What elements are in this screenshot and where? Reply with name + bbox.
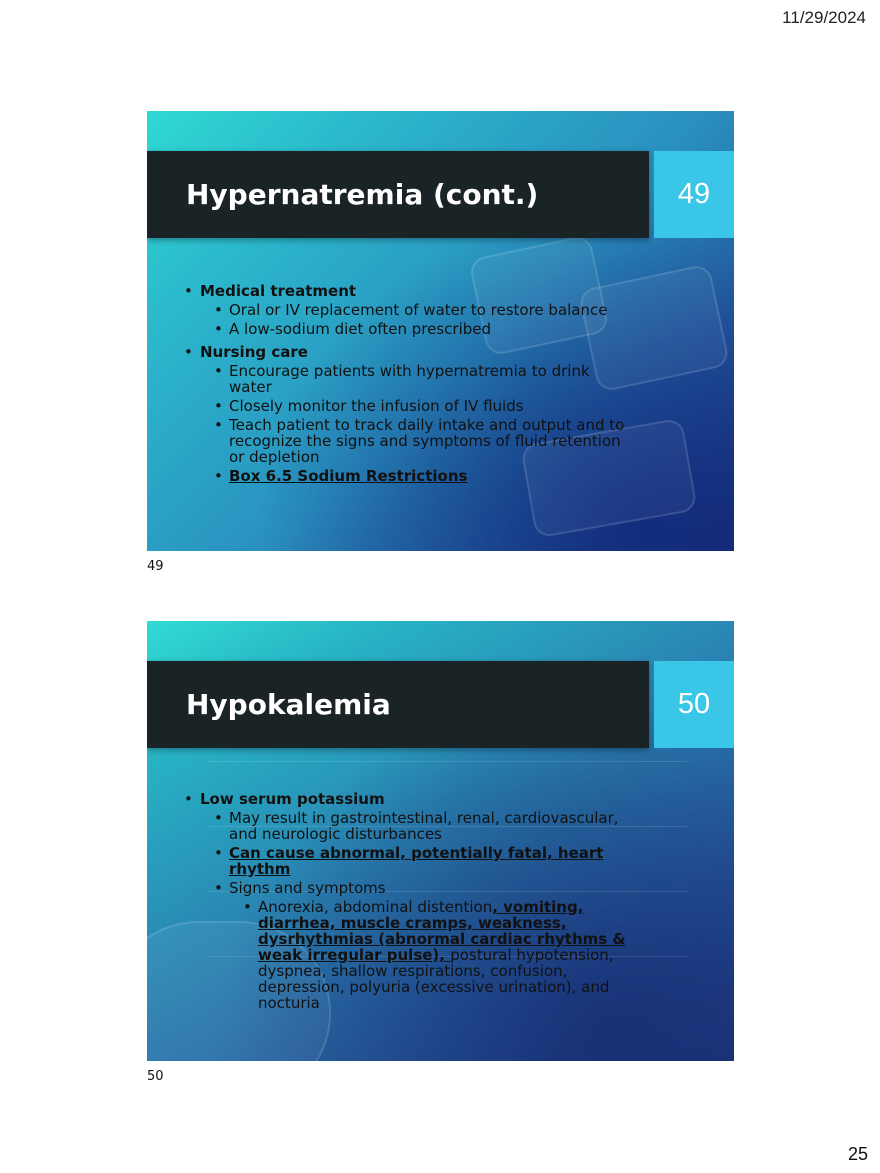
- slide-number-box: 50: [654, 661, 734, 748]
- bullet-text: Teach patient to track daily intake and output and to recognize the signs and symptoms of fluid retention or depletion: [229, 416, 625, 466]
- bullet-text-emphasis: Can cause abnormal, potentially fatal, heart rhythm: [229, 844, 604, 878]
- slide-caption: 50: [147, 1069, 164, 1084]
- slide-49: [147, 111, 734, 551]
- bullet-level-3: • Anorexia, abdominal distention, vomiting, diarrhea, muscle cramps, weakness, dysrhythmias (abnormal cardiac rhythms & weak irregular pulse), postural hypotension, dyspnea, shallow respirations, confusion, depression, polyuria (excessive urination), and nocturia: [243, 898, 626, 1012]
- bullet-level-2: • Teach patient to track daily intake and output and to recognize the signs and symptoms of fluid retention or depletion: [214, 416, 625, 466]
- slide-caption: 49: [147, 559, 164, 574]
- bullet-text: May result in gastrointestinal, renal, cardiovascular, and neurologic disturbances: [229, 809, 619, 843]
- bullet-level-1: • Medical treatment: [184, 282, 357, 300]
- bullet-level-2: • Can cause abnormal, potentially fatal, heart rhythm: [214, 844, 604, 878]
- slide-number-box: 49: [654, 151, 734, 238]
- bullet-text: Signs and symptoms: [229, 879, 386, 897]
- bullet-text: Encourage patients with hypernatremia to drink water: [229, 362, 590, 396]
- slide-title: Hypernatremia (cont.): [186, 178, 539, 211]
- slide-body: [147, 787, 734, 1011]
- bullet-text: A low-sodium diet often prescribed: [229, 320, 492, 338]
- symptoms-text: postural hypotension, dyspnea, shallow respirations, confusion, depression, polyuria (excessive urination), and nocturia: [258, 946, 614, 1012]
- bullet-level-2: • Closely monitor the infusion of IV fluids: [214, 397, 524, 415]
- bullet-level-1: • Low serum potassium: [184, 790, 385, 808]
- slide-body: [147, 279, 734, 484]
- bullet-level-2: • May result in gastrointestinal, renal, cardiovascular, and neurologic disturbances: [214, 809, 619, 843]
- slide-50: [147, 621, 734, 1061]
- bullet-level-2: • Signs and symptoms: [214, 879, 386, 897]
- page-number: 25: [847, 1144, 868, 1164]
- bullet-level-2: • Encourage patients with hypernatremia to drink water: [214, 362, 590, 396]
- bullet-level-1: • Nursing care: [184, 343, 308, 361]
- bullet-text: Closely monitor the infusion of IV fluids: [229, 397, 524, 415]
- symptoms-emphasis: , vomiting, diarrhea, muscle cramps, weakness, dysrhythmias (abnormal cardiac rhythms & weak irregular pulse),: [258, 898, 626, 964]
- bullet-text: Low serum potassium: [200, 790, 385, 808]
- bullet-text: Oral or IV replacement of water to restore balance: [229, 301, 608, 319]
- bullet-level-2: • A low-sodium diet often prescribed: [214, 320, 492, 338]
- slide-title-bar: [147, 151, 649, 238]
- bullet-level-2: • Box 6.5 Sodium Restrictions: [214, 467, 468, 485]
- symptoms-text: Anorexia, abdominal distention: [258, 898, 493, 916]
- sodium-restrictions-link[interactable]: Box 6.5 Sodium Restrictions: [229, 467, 468, 485]
- bullet-text: Medical treatment: [200, 282, 357, 300]
- bullet-level-2: • Oral or IV replacement of water to restore balance: [214, 301, 608, 319]
- background-line: [207, 761, 687, 762]
- slide-title: Hypokalemia: [186, 688, 391, 721]
- slide-title-bar: [147, 661, 649, 748]
- bullet-text: Nursing care: [200, 343, 308, 361]
- page-date: 11/29/2024: [782, 8, 866, 27]
